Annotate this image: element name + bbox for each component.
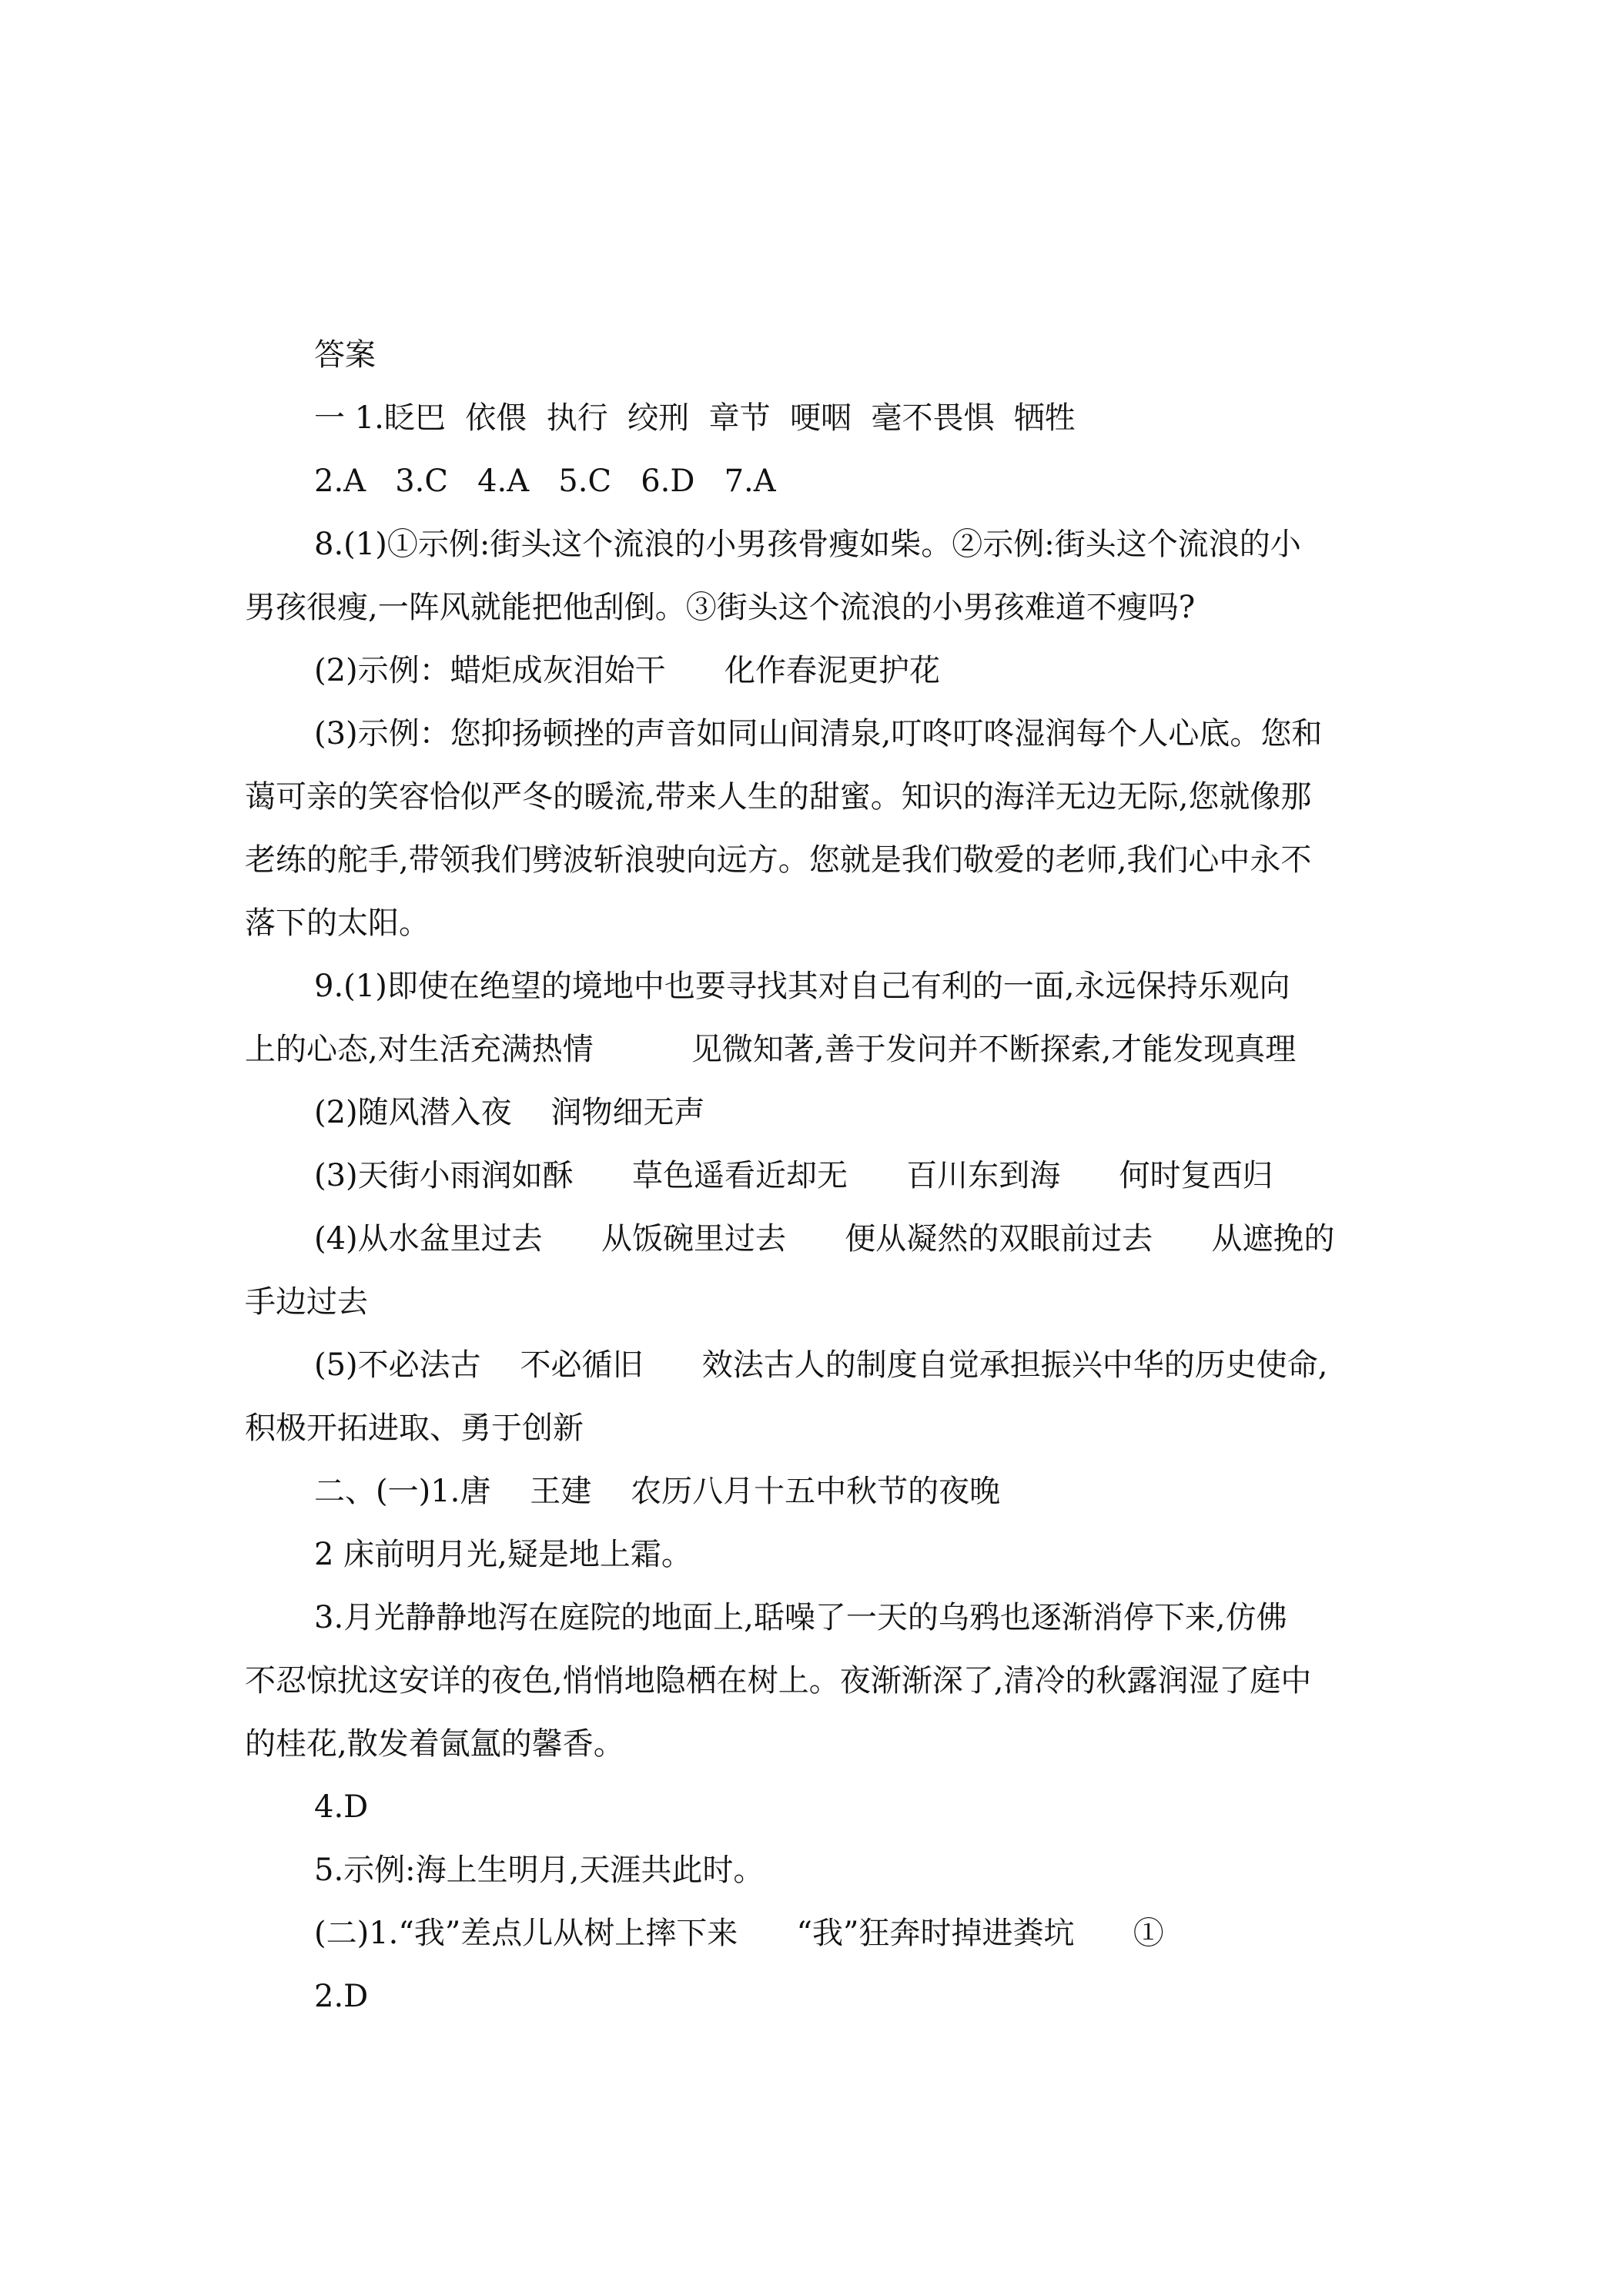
answer-line: 4.D: [314, 1789, 369, 1825]
answer-line: (3)天街小雨润如酥 草色遥看近却无 百川东到海 何时复西归: [314, 1158, 1273, 1193]
answer-line: 男孩很瘦,一阵风就能把他刮倒。③街头这个流浪的小男孩难道不瘦吗?: [245, 590, 1196, 625]
answer-line: 老练的舵手,带领我们劈波斩浪驶向远方。您就是我们敬爱的老师,我们心中永不: [245, 842, 1312, 878]
answer-key-body: [245, 323, 1377, 2028]
answer-line: (4)从水盆里过去 从饭碗里过去 便从凝然的双眼前过去 从遮挽的: [314, 1221, 1335, 1257]
answer-line: (3)示例：您抑扬顿挫的声音如同山间清泉,叮咚叮咚湿润每个人心底。您和: [314, 716, 1323, 751]
answer-line: (2)随风潜入夜 润物细无声: [314, 1095, 705, 1130]
answer-line: (二)1.“我”差点儿从树上摔下来 “我”狂奔时掉进粪坑 ①: [314, 1916, 1164, 1951]
answer-lines: [245, 387, 1377, 2028]
answer-line: 8.(1)①示例:街头这个流浪的小男孩骨瘦如柴。②示例:街头这个流浪的小: [314, 527, 1301, 562]
answer-line: 积极开拓进取、勇于创新: [245, 1411, 584, 1446]
answer-line: 手边过去: [245, 1284, 368, 1320]
answer-line: (5)不必法古 不必循旧 效法古人的制度自觉承担振兴中华的历史使命,: [314, 1347, 1328, 1383]
answer-heading: 答案: [314, 337, 376, 373]
answer-line: 落下的太阳。: [245, 905, 430, 941]
answer-line: 3.月光静静地泻在庭院的地面上,聒噪了一天的乌鸦也逐渐消停下来,仿佛: [314, 1600, 1287, 1635]
answer-line: 一 1.眨巴 依偎 执行 绞刑 章节 哽咽 毫不畏惧 牺牲: [314, 400, 1076, 436]
answer-line: 2.A 3.C 4.A 5.C 6.D 7.A: [314, 464, 776, 499]
answer-line: 二、(一)1.唐 王建 农历八月十五中秋节的夜晚: [314, 1474, 1001, 1509]
answer-line: 2.D: [314, 1979, 369, 2014]
answer-line: 9.(1)即使在绝望的境地中也要寻找其对自己有利的一面,永远保持乐观向: [314, 969, 1290, 1004]
answer-line: (2)示例：蜡炬成灰泪始干 化作春泥更护花: [314, 653, 940, 688]
answer-line: 上的心态,对生活充满热情 见微知著,善于发问并不断探索,才能发现真理: [245, 1032, 1297, 1067]
answer-line: 5.示例:海上生明月,天涯共此时。: [314, 1853, 765, 1888]
answer-line: 蔼可亲的笑容恰似严冬的暖流,带来人生的甜蜜。知识的海洋无边无际,您就像那: [245, 779, 1312, 815]
answer-line: 2 床前明月光,疑是地上霜。: [314, 1537, 692, 1572]
answer-line: 不忍惊扰这安详的夜色,悄悄地隐栖在树上。夜渐渐深了,清冷的秋露润湿了庭中: [245, 1663, 1312, 1699]
answer-line: 的桂花,散发着氤氲的馨香。: [245, 1726, 624, 1762]
